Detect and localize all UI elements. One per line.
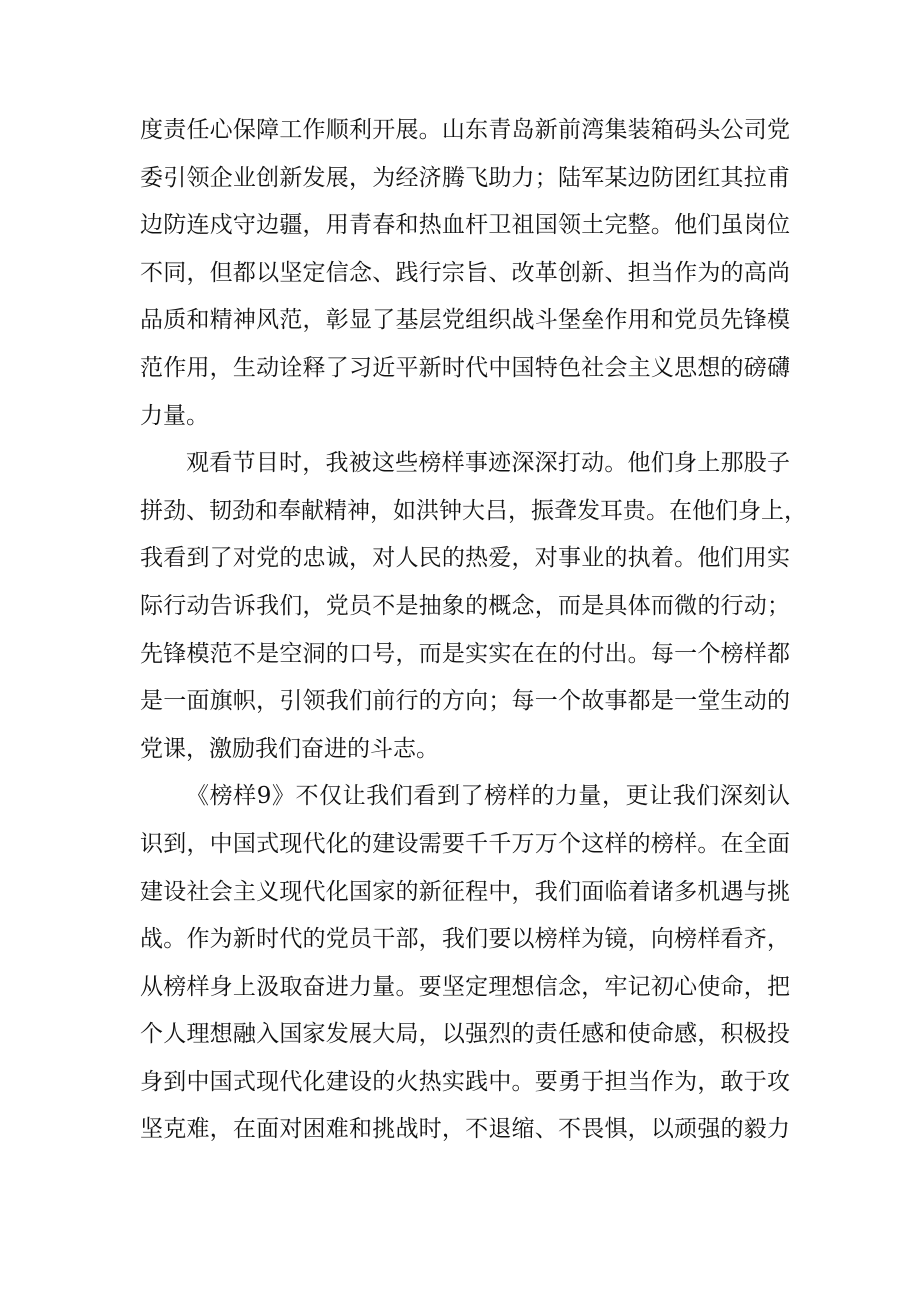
text-line: 拼劲、韧劲和奉献精神，如洪钟大吕，振聋发耳贵。在他们身上，: [140, 497, 807, 524]
text-line: 党课，激励我们奋进的斗志。: [140, 735, 439, 762]
text-line: 坚克难，在面对困难和挑战时，不退缩、不畏惧，以顽强的毅力: [140, 1116, 790, 1143]
document-body: [140, 107, 807, 1154]
paragraph-1: [140, 107, 790, 440]
text-line: 品质和精神风范，彰显了基层党组织战斗堡垒作用和党员先锋模: [140, 307, 790, 334]
text-line: 边防连戍守边疆，用青春和热血杆卫祖国领土完整。他们虽岗位: [140, 212, 790, 239]
text-line: 委引领企业创新发展，为经济腾飞助力；陆军某边防团红其拉甫: [140, 164, 790, 191]
text-line: 度责任心保障工作顺利开展。山东青岛新前湾集装箱码头公司党: [140, 117, 790, 143]
text-line: 个人理想融入国家发展大局，以强烈的责任感和使命感，积极投: [140, 1021, 790, 1048]
text-line: 观看节目时，我被这些榜样事迹深深打动。他们身上那股子: [186, 450, 790, 477]
text-line: 际行动告诉我们，党员不是抽象的概念，而是具体而微的行动；: [140, 592, 790, 619]
text-line: 范作用，生动诠释了习近平新时代中国特色社会主义思想的磅礴: [140, 354, 790, 381]
text-line: 是一面旗帜，引领我们前行的方向；每一个故事都是一堂生动的: [140, 688, 790, 715]
paragraph-2: [140, 440, 807, 773]
text-line: 识到，中国式现代化的建设需要千千万万个这样的榜样。在全面: [140, 830, 790, 857]
text-line: 建设社会主义现代化国家的新征程中，我们面临着诸多机遇与挑: [140, 878, 790, 905]
text-line: 从榜样身上汲取奋进力量。要坚定理想信念，牢记初心使命，把: [140, 973, 790, 1000]
paragraph-3: [140, 773, 790, 1154]
text-line: 战。作为新时代的党员干部，我们要以榜样为镜，向榜样看齐，: [140, 926, 790, 953]
text-line: 力量。: [140, 402, 209, 429]
text-line: 不同，但都以坚定信念、践行宗旨、改革创新、担当作为的高尚: [140, 259, 790, 286]
text-line: 身到中国式现代化建设的火热实践中。要勇于担当作为，敢于攻: [140, 1068, 790, 1095]
text-line: 我看到了对党的忠诚，对人民的热爱，对事业的执着。他们用实: [140, 545, 790, 572]
text-line: 《榜样9》不仅让我们看到了榜样的力量，更让我们深刻认: [186, 783, 790, 810]
text-line: 先锋模范不是空洞的口号，而是实实在在的付出。每一个榜样都: [140, 640, 790, 667]
